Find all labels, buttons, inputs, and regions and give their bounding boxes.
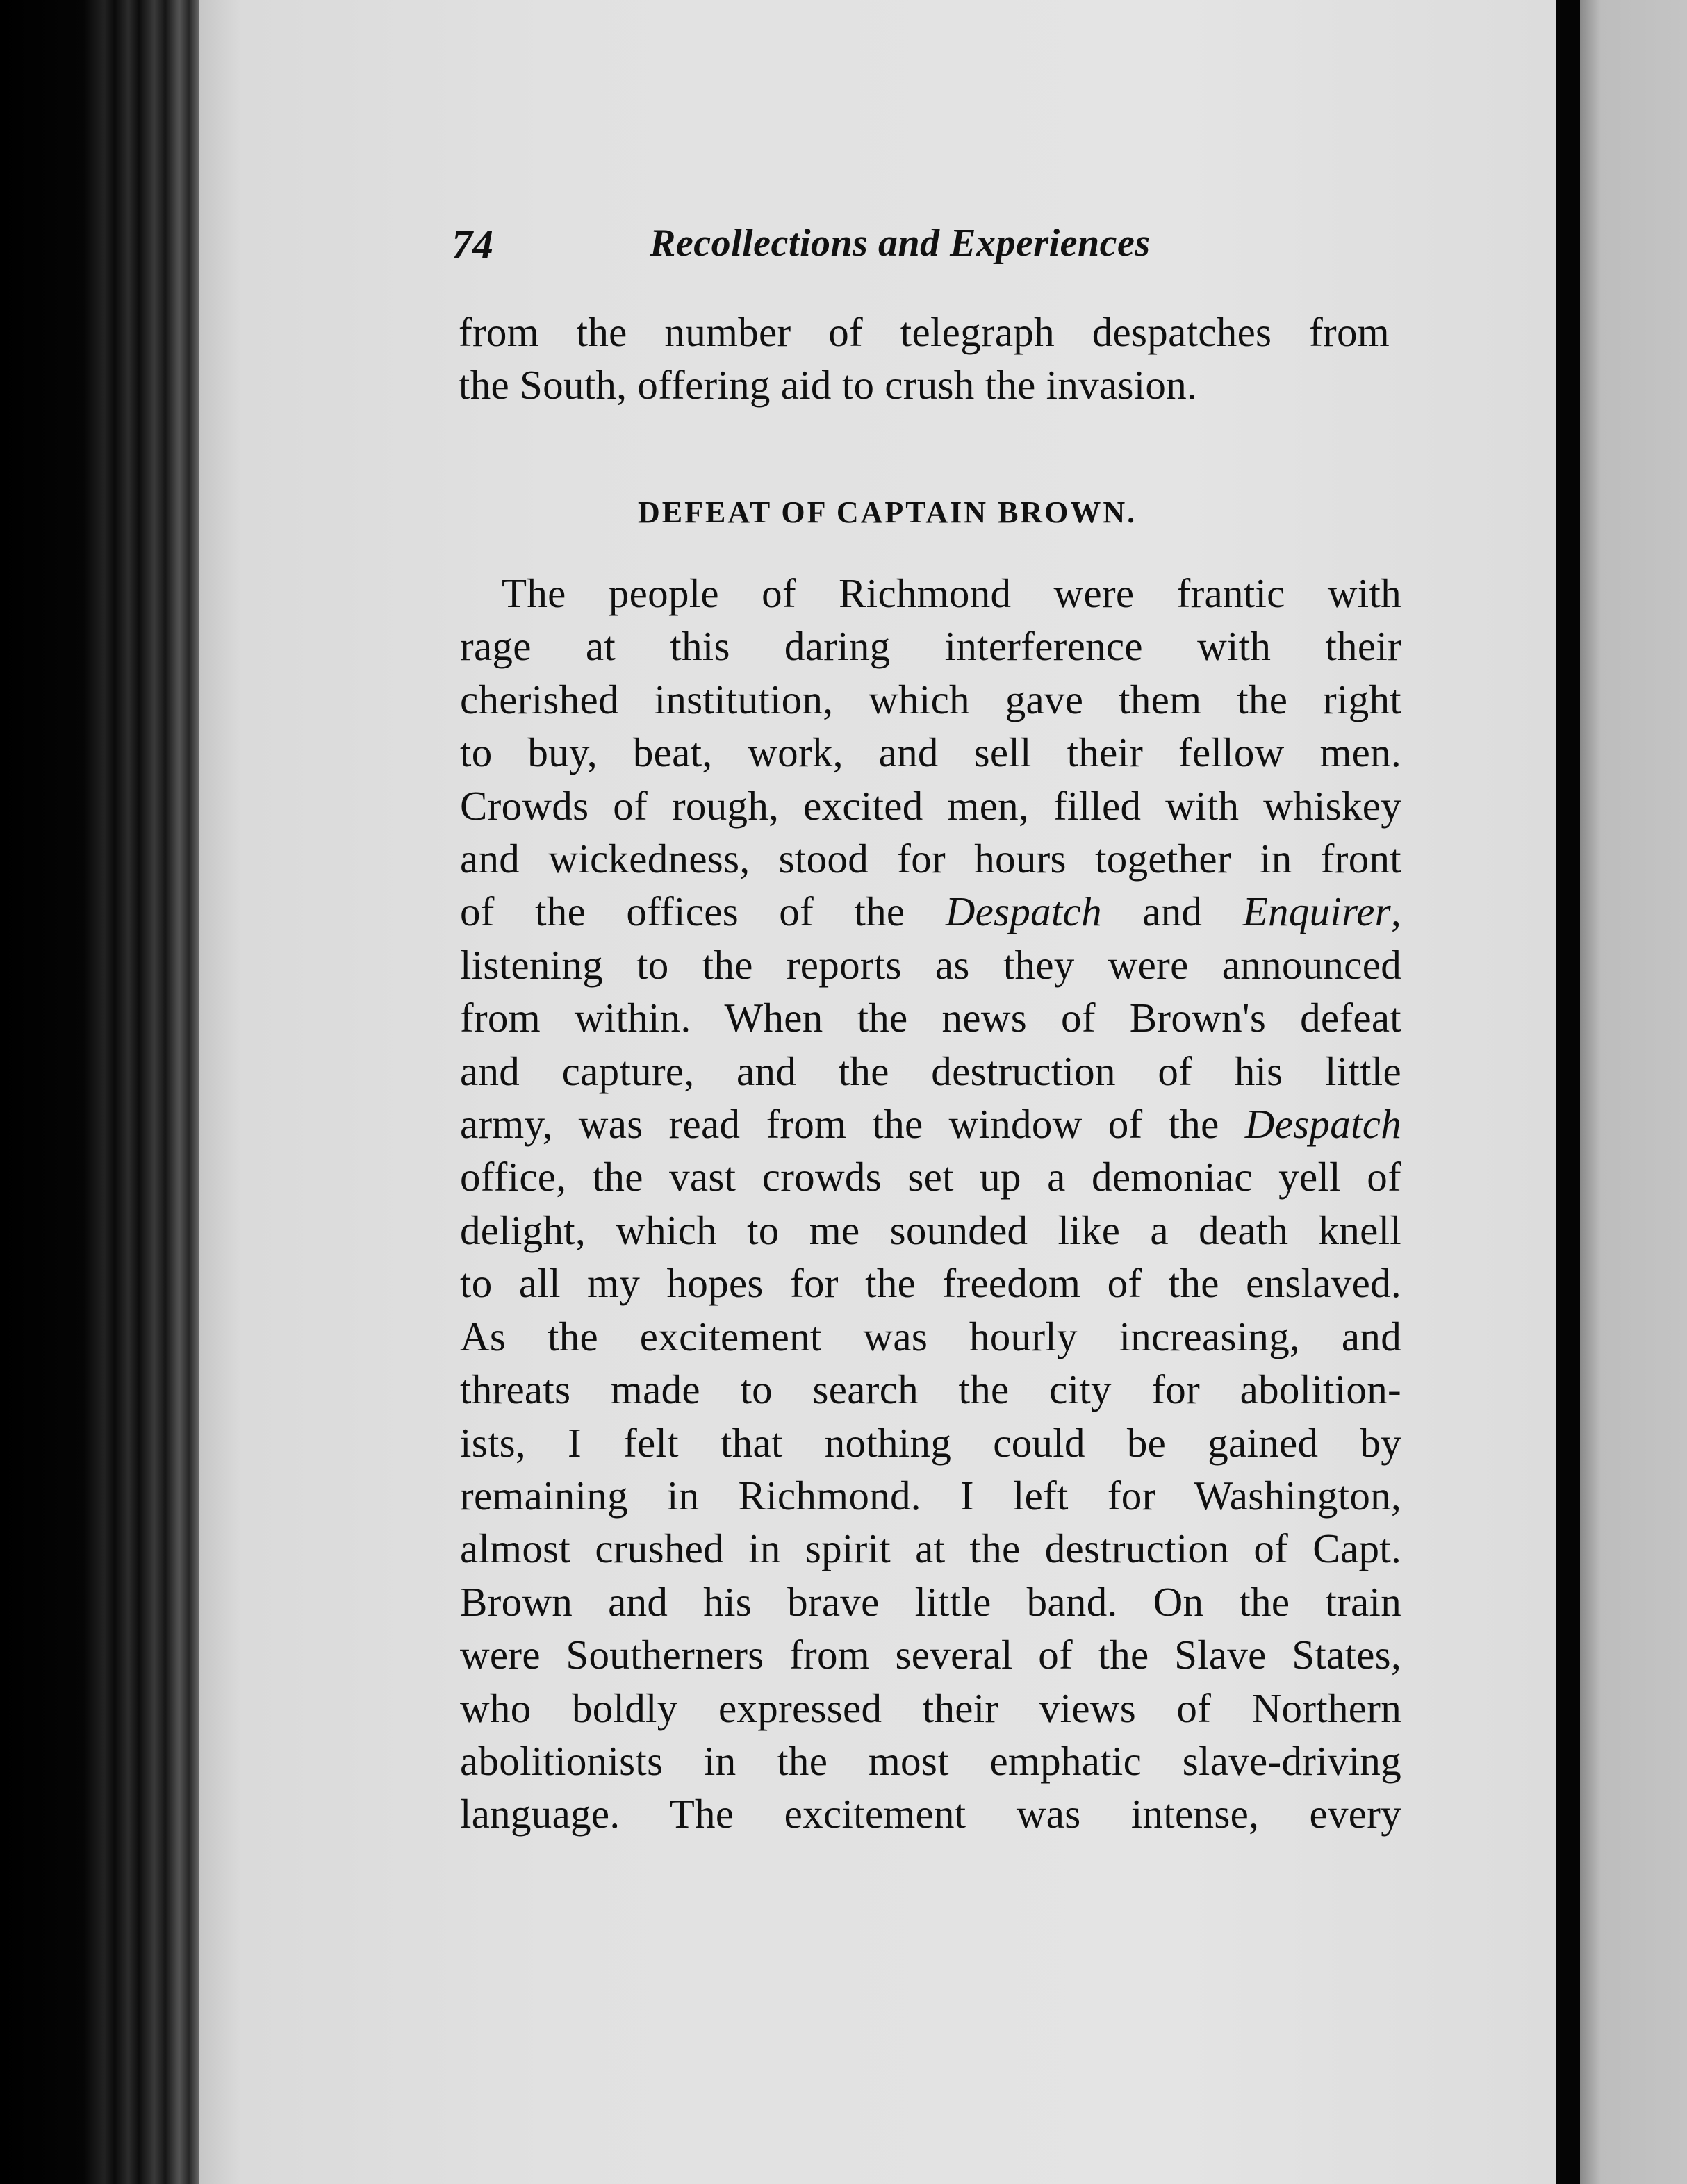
text-line: language. The excitement was intense, every <box>460 1791 1401 1837</box>
text-line: office, the vast crowds set up a demoniac yell of <box>460 1154 1401 1200</box>
text-line: of the offices of the Despatch and Enquirer, <box>460 888 1401 935</box>
text-line: and capture, and the destruction of his little <box>460 1048 1401 1094</box>
facing-page-margin <box>1580 0 1687 2184</box>
text-line: and wickedness, stood for hours together in front <box>460 836 1401 882</box>
section-heading: DEFEAT OF CAPTAIN BROWN. <box>638 495 1137 529</box>
text-line: delight, which to me sounded like a death knell <box>460 1207 1401 1253</box>
running-title: Recollections and Experiences <box>650 222 1151 265</box>
lead-paragraph <box>459 306 1390 412</box>
text-line: cherished institution, which gave them the right <box>460 676 1401 722</box>
text-line: from within. When the news of Brown's defeat <box>460 995 1401 1041</box>
text-line: remaining in Richmond. I left for Washington, <box>460 1472 1401 1519</box>
body-paragraph <box>460 567 1401 1841</box>
text-line: who boldly expressed their views of Northern <box>460 1685 1401 1731</box>
text-line: The people of Richmond were frantic with <box>502 570 1401 616</box>
text-line: from the number of telegraph despatches from <box>459 309 1390 355</box>
text-line: were Southerners from several of the Slave States, <box>460 1632 1401 1678</box>
text-line: to all my hopes for the freedom of the enslaved. <box>460 1260 1401 1307</box>
page-edge-rule <box>1556 0 1580 2184</box>
page-number: 74 <box>452 222 493 267</box>
text-line: to buy, beat, work, and sell their fellow men. <box>460 729 1401 776</box>
text-line: Crowds of rough, excited men, filled with whiskey <box>460 782 1401 829</box>
book-binding-edge <box>0 0 208 2184</box>
text-line: As the excitement was hourly increasing, and <box>460 1313 1401 1359</box>
text-line: threats made to search the city for abolition- <box>460 1366 1401 1413</box>
text-line: army, was read from the window of the Despatch <box>460 1101 1401 1148</box>
running-header <box>452 221 1424 276</box>
text-line: Brown and his brave little band. On the train <box>460 1578 1401 1625</box>
text-line: rage at this daring interference with their <box>460 623 1401 670</box>
text-line: listening to the reports as they were announced <box>460 941 1401 988</box>
text-line: almost crushed in spirit at the destruction of Capt. <box>460 1525 1401 1572</box>
text-line: abolitionists in the most emphatic slave-driving <box>460 1737 1401 1784</box>
text-line: the South, offering aid to crush the invasion. <box>459 362 1198 408</box>
text-line: ists, I felt that nothing could be gained by <box>460 1419 1401 1466</box>
